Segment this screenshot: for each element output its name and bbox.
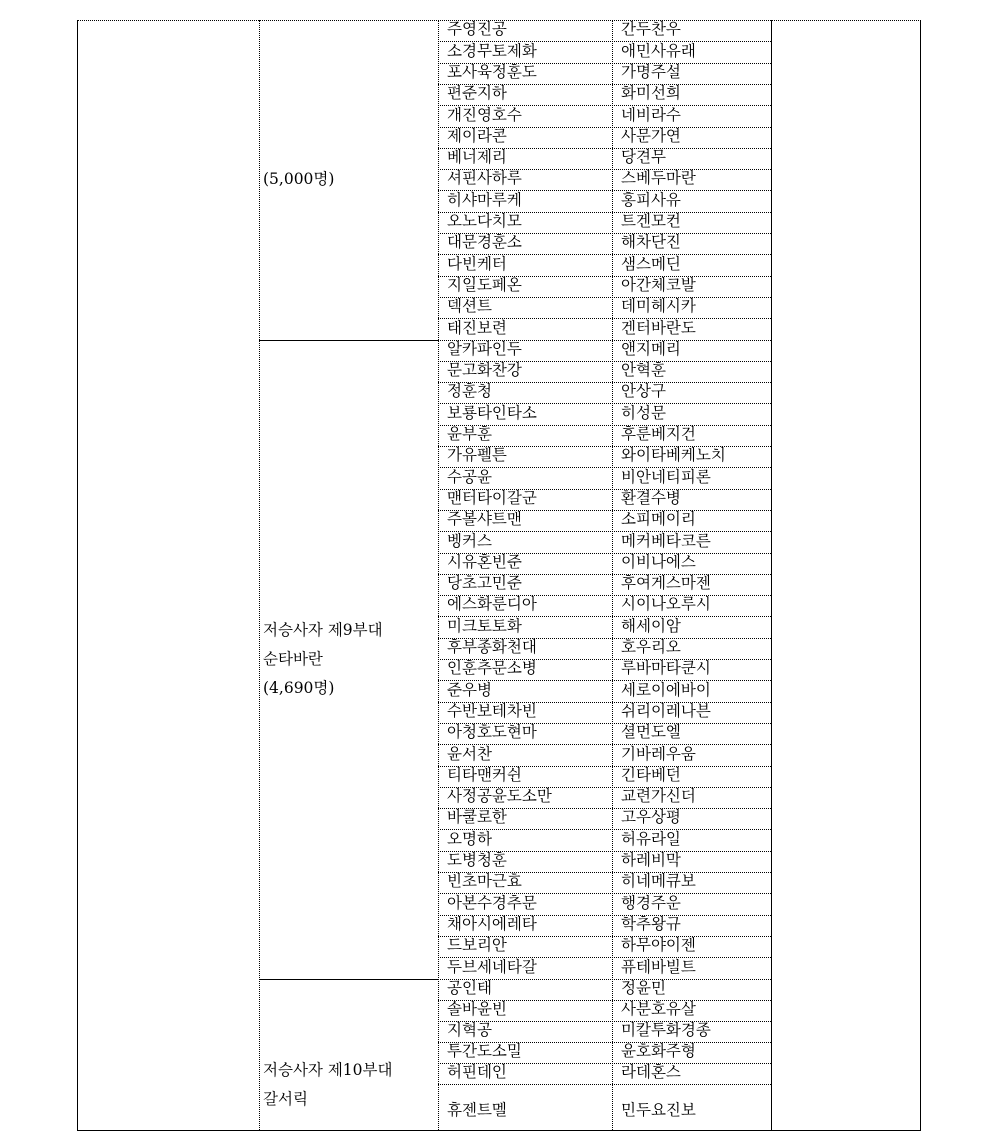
roster-table [77,20,921,1130]
group-separator [259,340,438,341]
name-cell-left: 당초고민준 [447,574,522,593]
name-cell-left: 정훈청 [447,382,492,401]
name-cell-right: 고우상평 [621,808,681,827]
unit-label-line: (5,000명) [263,170,335,189]
name-cell-left: 맨터타이갈군 [447,488,537,507]
name-cell-left: 아청호도현마 [447,723,537,742]
name-cell-left: 알카파인두 [447,339,522,358]
group-separator [259,979,438,980]
name-cell-left: 휴젠트멜 [447,1100,507,1119]
name-cell-left: 주영진공 [447,20,507,39]
name-cell-right: 긴타베던 [621,765,681,784]
name-cell-left: 드보리안 [447,936,507,955]
name-cell-left: 편준지하 [447,84,507,103]
name-cell-left: 태진보련 [447,318,507,337]
name-cell-left: 벵커스 [447,531,492,550]
name-cell-right: 하레비막 [621,851,681,869]
name-cell-right: 간두찬우 [621,20,681,39]
name-cell-right: 사분호유살 [621,999,696,1018]
name-cell-left: 오명하 [447,829,492,848]
name-cell-right: 쉬리이레나븐 [621,701,711,720]
unit-label-line: 갈서릭 [263,1089,308,1108]
name-cell-left: 윤부훈 [447,425,492,443]
name-cell-right: 후여게스마젠 [621,574,711,593]
name-cell-right: 셜먼도엘 [621,723,681,742]
name-cell-left: 포사육정훈도 [447,62,537,81]
name-cell-left: 히샤마루케 [447,190,522,209]
name-cell-left: 주볼샤트맨 [447,510,522,529]
name-cell-right: 애민사유래 [621,41,696,60]
name-cell-right: 샘스메딘 [621,254,681,273]
name-cell-right: 안혁훈 [621,361,666,380]
name-cell-left: 빈초마근효 [447,872,522,891]
name-cell-left: 두브세네타갈 [447,957,537,976]
name-cell-right: 시이나오루시 [621,595,711,614]
name-cell-right: 루바마타쿤시 [621,659,711,678]
name-cell-right: 히성문 [621,403,666,422]
name-cell-right: 퓨테바빌트 [621,957,696,976]
name-cell-right: 환결수병 [621,488,681,507]
name-cell-right: 데미헤시카 [621,297,696,316]
name-cell-left: 바쿨로한 [447,808,507,827]
name-cell-left: 개진영호수 [447,105,522,124]
column-rule [259,20,260,1130]
name-cell-left: 윤서찬 [447,744,492,763]
name-cell-left: 지일도페온 [447,275,522,294]
name-cell-left: 수공윤 [447,467,492,486]
column-rule [771,20,772,1130]
name-cell-right: 앤지메리 [621,339,681,358]
name-cell-right: 이비나에스 [621,552,696,571]
name-cell-right: 민두요진보 [621,1100,696,1119]
name-cell-left: 다빈케터 [447,254,507,273]
table-left-border [77,20,78,1130]
name-cell-right: 겐터바란도 [621,318,696,337]
name-cell-right: 후룬베지건 [621,425,696,443]
name-cell-right: 학추왕규 [621,914,681,933]
name-cell-right: 윤호화주형 [621,1041,696,1060]
name-cell-left: 에스화룬디아 [447,595,537,614]
name-cell-right: 기바레우움 [621,744,696,763]
unit-label [263,165,433,194]
name-cell-right: 네비라수 [621,105,681,124]
name-cell-left: 사정공윤도소만 [447,787,552,806]
unit-label-line: (4,690명) [263,678,335,697]
name-cell-left: 도병청훈 [447,851,507,869]
name-cell-left: 덱션트 [447,297,492,316]
name-cell-left: 베너제리 [447,148,507,167]
name-cell-right: 화미선희 [621,84,681,103]
name-cell-right: 미칼투화경종 [621,1020,711,1039]
name-cell-right: 하무야이젠 [621,936,696,955]
name-cell-right: 히네메큐보 [621,872,696,891]
name-cell-left: 준우병 [447,680,492,699]
name-cell-left: 가유펠튼 [447,446,507,465]
name-cell-left: 문고화찬강 [447,361,522,380]
name-cell-right: 아간체코발 [621,275,696,294]
name-cell-left: 시유혼빈준 [447,552,522,571]
name-cell-right: 홍피사유 [621,190,681,209]
unit-label-line: 순타바란 [263,649,323,668]
name-cell-right: 교련가신더 [621,787,696,806]
name-cell-left: 채아시에레타 [447,914,537,933]
name-cell-left: 공인태 [447,978,492,997]
name-cell-left: 투간도소밀 [447,1041,522,1060]
name-cell-right: 당견무 [621,148,666,167]
name-cell-right: 소피메이리 [621,510,696,529]
name-cell-right: 비안네티피론 [621,467,711,486]
name-cell-right: 와이타베케노치 [621,446,726,465]
name-cell-right: 스베두마란 [621,169,696,188]
unit-label [263,1056,433,1114]
name-cell-left: 허핀데인 [447,1062,507,1081]
name-cell-left: 제이라콘 [447,126,507,145]
name-cell-right: 해차단진 [621,233,681,252]
name-cell-right: 안상구 [621,382,666,401]
unit-label-line: 저승사자 제9부대 [263,620,383,639]
name-cell-left: 소경무토제화 [447,41,537,60]
name-cell-left: 보룡타인타소 [447,403,537,422]
name-cell-left: 오노다치모 [447,212,522,230]
name-cell-left: 수반보테차빈 [447,701,537,720]
name-cell-left: 인훈추문소병 [447,659,537,678]
name-cell-right: 허유라일 [621,829,681,848]
name-cell-left: 아본수경추문 [447,893,537,912]
name-cell-left: 후부종화천대 [447,638,537,656]
unit-label-line: 저승사자 제10부대 [263,1060,393,1079]
name-cell-right: 라데혼스 [621,1062,681,1081]
name-cell-right: 행경주운 [621,893,681,912]
name-cell-right: 세로이에바이 [621,680,711,699]
name-cell-left: 대문경훈소 [447,233,522,252]
name-cell-left: 지혁공 [447,1020,492,1039]
name-cell-left: 티타맨커쉰 [447,765,522,784]
row-separator [438,1084,771,1085]
name-cell-right: 사문가연 [621,126,681,145]
column-rule [438,20,439,1130]
name-cell-right: 트겐모컨 [621,212,681,230]
name-cell-right: 호우리오 [621,638,681,656]
unit-label [263,616,433,703]
table-bottom-border [77,1130,921,1131]
name-cell-left: 솔바윤빈 [447,999,507,1018]
name-cell-left: 미크토토화 [447,616,522,635]
name-cell-right: 해세이암 [621,616,681,635]
name-cell-right: 가명주설 [621,62,681,81]
name-cell-right: 메커베타코른 [621,531,711,550]
column-rule [612,20,613,1130]
name-cell-right: 정윤민 [621,978,666,997]
name-cell-left: 셔핀사하루 [447,169,522,188]
table-right-border [920,20,921,1130]
